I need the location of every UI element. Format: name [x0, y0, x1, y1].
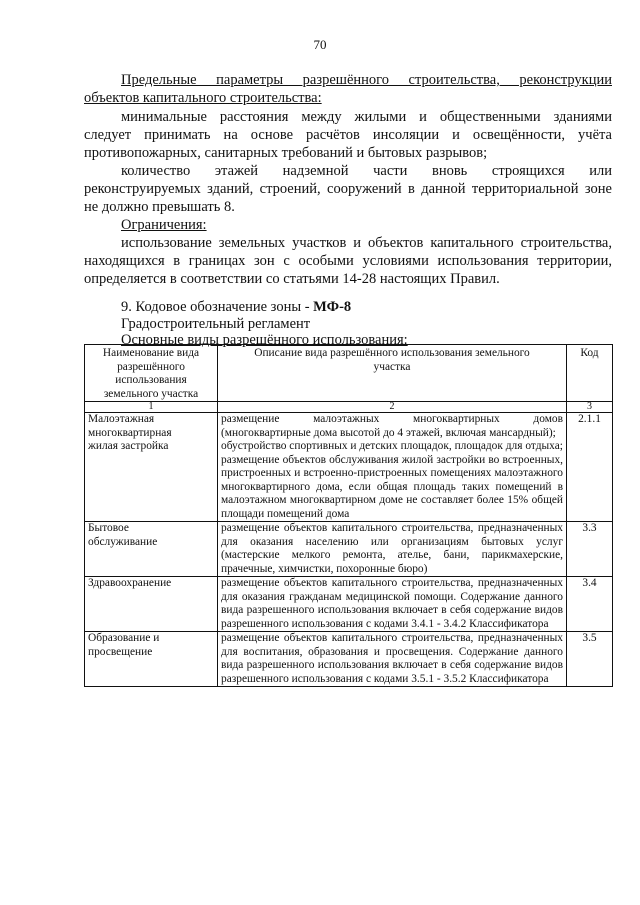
- zone-code-prefix: 9. Кодовое обозначение зоны -: [121, 299, 314, 315]
- header-use-name: Наименование вида разрешённого использования земельного участка: [85, 345, 218, 402]
- use-name: Здравоохранение: [85, 577, 218, 632]
- use-code: 3.5: [567, 632, 613, 687]
- column-number: 3: [567, 402, 613, 413]
- page-number: 70: [313, 37, 327, 52]
- header-code: Код: [567, 345, 613, 402]
- main-uses-title: Основные виды разрешённого использования:: [121, 332, 408, 348]
- use-name: Бытовое обслуживание: [85, 522, 218, 577]
- use-code: 3.4: [567, 577, 613, 632]
- use-description: размещение малоэтажных многоквартирных домов (многоквартирные дома высотой до 4 этажей, включая мансардный); обустройство спортивных и детских площадок, площадок для отдыха; размещение объектов обслуживания жилой застройки во встроенных, пристроенных и встроенно-пристроенных помещениях малоэтажного многоквартирного дома, если общая площадь таких помещений в малоэтажном многоквартирном доме не составляет более 15% общей площади помещений дома: [218, 413, 567, 522]
- min-distance-text: следует принимать на основе расчётов инсоляции и освещённости, учёта: [84, 127, 612, 143]
- restrictions-heading: Ограничения:: [121, 217, 207, 233]
- use-description: размещение объектов капитального строительства, предназначенных для оказания населению или организациям бытовых услуг (мастерские мелкого ремонта, ателье, бани, парикмахерские, прачечные, химчистки, похоронные бюро): [218, 522, 567, 577]
- table-row: [85, 522, 613, 577]
- restrictions-text: определяется в соответствии со статьями 14-28 настоящих Правил.: [84, 271, 500, 287]
- column-number: 1: [85, 402, 218, 413]
- header-description: Описание вида разрешённого использования земельного участка: [218, 345, 567, 402]
- min-distance-text: минимальные расстояния между жилыми и общественными зданиями: [121, 109, 612, 125]
- column-number: 2: [218, 402, 567, 413]
- column-number-row: [85, 402, 613, 413]
- zone-code-line: [121, 298, 351, 316]
- table-row: [85, 632, 613, 687]
- limits-heading: Предельные параметры разрешённого строительства, реконструкции: [121, 72, 612, 88]
- use-code: 2.1.1: [567, 413, 613, 522]
- use-name: Малоэтажная многоквартирная жилая застройка: [85, 413, 218, 522]
- land-use-table: [84, 344, 613, 687]
- floors-text: количество этажей надземной части вновь строящихся или: [121, 163, 612, 179]
- table-row: [85, 577, 613, 632]
- table-row: [85, 413, 613, 522]
- restrictions-text: использование земельных участков и объектов капитального строительства,: [121, 235, 612, 251]
- restrictions-text: находящихся в границах зон с особыми условиями использования территории,: [84, 253, 612, 269]
- regulation-title: Градостроительный регламент: [121, 316, 311, 332]
- min-distance-text: противопожарных, санитарных требований и бытовых разрывов;: [84, 145, 488, 161]
- use-description: размещение объектов капитального строительства, предназначенных для воспитания, образования и просвещения. Содержание данного вида разрешенного использования включает в себя содержание видов разрешенного использования с кодами 3.5.1 - 3.5.2 Классификатора: [218, 632, 567, 687]
- floors-text: не должно превышать 8.: [84, 199, 235, 215]
- use-description: размещение объектов капитального строительства, предназначенных для оказания гражданам медицинской помощи. Содержание данного вида разрешенного использования включает в себя содержание видов разрешенного использования с кодами 3.4.1 - 3.4.2 Классификатора: [218, 577, 567, 632]
- zone-code: МФ-8: [313, 299, 352, 315]
- use-code: 3.3: [567, 522, 613, 577]
- use-name: Образование и просвещение: [85, 632, 218, 687]
- limits-heading-cont: объектов капитального строительства:: [84, 90, 322, 106]
- table-header-row: [85, 345, 613, 402]
- floors-text: реконструируемых зданий, строений, сооружений в данной территориальной зоне: [84, 181, 612, 197]
